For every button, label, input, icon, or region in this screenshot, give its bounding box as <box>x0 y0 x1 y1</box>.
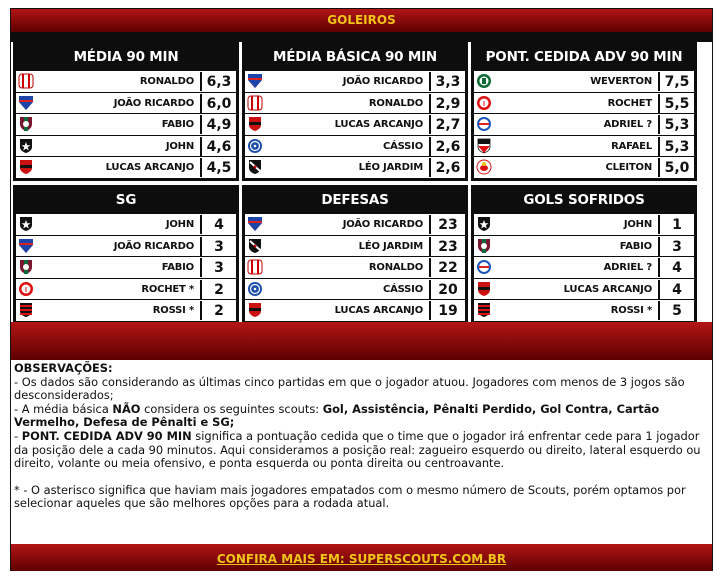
player-value: 4,5 <box>200 158 236 177</box>
bragantino-crest-icon <box>476 159 492 175</box>
panel-title: MÉDIA BÁSICA 90 MIN <box>272 49 437 65</box>
fluminense-crest-icon <box>476 238 492 254</box>
player-row <box>474 256 694 278</box>
cruzeiro-crest-icon <box>247 138 263 154</box>
player-row <box>16 135 236 157</box>
player-name: JOHN <box>165 219 194 230</box>
player-row <box>245 235 465 257</box>
player-value: 23 <box>429 237 465 256</box>
player-name: RAFAEL <box>611 140 652 152</box>
note-asterisk: * - O asterisco significa que haviam mais jogadores empatados com o mesmo número de Scouts, porém optamos por selecionar aqueles que são melhores opções para a rodada atual. <box>14 482 686 511</box>
player-value: 6,0 <box>200 94 236 113</box>
player-row <box>474 135 694 157</box>
fluminense-crest-icon <box>18 259 34 275</box>
player-name: FABIO <box>619 240 652 252</box>
player-value: 3 <box>200 258 236 277</box>
player-name: LUCAS ARCANJO <box>105 162 194 173</box>
player-name: LÉO JARDIM <box>358 240 423 252</box>
player-value: 3,3 <box>429 72 465 91</box>
player-name: ROSSI * <box>152 305 194 316</box>
player-name: RONALDO <box>368 97 423 109</box>
player-value: 5,0 <box>658 158 694 177</box>
player-value: 5 <box>658 301 694 320</box>
player-row <box>16 235 236 257</box>
player-value: 5,3 <box>658 115 694 134</box>
player-name: ADRIEL ? <box>603 262 652 273</box>
note-2: - A média básica NÃO considera os seguintes scouts: Gol, Assistência, Pênalti Perdido, Gol Contra, Cartão Vermelho, Defesa de Pênalti e SG; <box>14 401 660 430</box>
player-row <box>245 135 465 157</box>
fortaleza-crest-icon <box>247 216 263 232</box>
player-value: 20 <box>429 280 465 299</box>
player-value: 2,7 <box>429 115 465 134</box>
panel-title: GOLS SOFRIDOS <box>523 192 645 208</box>
stat-panel <box>13 42 239 181</box>
player-row <box>474 156 694 178</box>
player-row <box>245 156 465 178</box>
player-value: 4 <box>200 215 236 234</box>
bahia-crest-icon <box>476 259 492 275</box>
player-value: 19 <box>429 301 465 320</box>
player-name: JOHN <box>165 140 194 152</box>
player-row <box>474 235 694 257</box>
player-value: 3 <box>200 237 236 256</box>
player-value: 2 <box>200 280 236 299</box>
fluminense-crest-icon <box>18 116 34 132</box>
player-row <box>16 113 236 135</box>
player-value: 2 <box>200 301 236 320</box>
observations <box>14 362 711 511</box>
header-strip <box>11 32 712 42</box>
vasco-crest-icon <box>247 238 263 254</box>
botafogo-crest-icon <box>18 216 34 232</box>
player-name: JOHN <box>623 219 652 230</box>
player-name: ROCHET <box>607 97 652 109</box>
player-value: 1 <box>658 215 694 234</box>
cruzeiro-crest-icon <box>247 281 263 297</box>
fortaleza-crest-icon <box>247 73 263 89</box>
player-value: 6,3 <box>200 72 236 91</box>
player-row <box>245 299 465 321</box>
player-value: 22 <box>429 258 465 277</box>
atletico-go-crest-icon <box>247 95 263 111</box>
scouts-card <box>10 8 713 571</box>
player-value: 5,3 <box>658 137 694 156</box>
player-value: 3 <box>658 237 694 256</box>
divider-band <box>11 322 712 360</box>
stat-panel <box>13 185 239 324</box>
player-name: LÉO JARDIM <box>358 162 423 173</box>
player-name: JOÃO RICARDO <box>113 240 194 252</box>
player-row <box>16 256 236 278</box>
player-value: 7,5 <box>658 72 694 91</box>
svg-text:I: I <box>483 100 485 108</box>
player-row <box>245 213 465 235</box>
stat-panel <box>471 185 697 324</box>
player-row <box>245 70 465 92</box>
player-name: ROSSI * <box>610 305 652 316</box>
player-name: RONALDO <box>368 262 423 273</box>
player-name: LUCAS ARCANJO <box>334 119 423 130</box>
player-name: JOÃO RICARDO <box>113 97 194 109</box>
player-name: WEVERTON <box>590 76 652 87</box>
stat-panel <box>471 42 697 181</box>
player-value: 4 <box>658 280 694 299</box>
player-row <box>474 113 694 135</box>
flamengo-crest-icon <box>476 302 492 318</box>
atletico-go-crest-icon <box>18 73 34 89</box>
player-value: 4,6 <box>200 137 236 156</box>
fortaleza-crest-icon <box>18 95 34 111</box>
player-row <box>16 156 236 178</box>
player-row <box>16 70 236 92</box>
stat-panel <box>242 42 468 181</box>
vitoria-crest-icon <box>476 281 492 297</box>
player-name: CÁSSIO <box>382 140 423 152</box>
section-title: GOLEIROS <box>11 9 712 32</box>
player-value: 5,5 <box>658 94 694 113</box>
player-name: CLEITON <box>605 162 652 173</box>
svg-text:I: I <box>25 286 27 294</box>
sao-paulo-crest-icon <box>476 138 492 154</box>
player-name: FABIO <box>161 262 194 273</box>
player-value: 2,6 <box>429 137 465 156</box>
player-row <box>16 213 236 235</box>
note-3: - PONT. CEDIDA ADV 90 MIN significa a pontuação cedida que o time que o jogador irá enfrentar cede para 1 jogador da posição dele a cada 90 minutos. Aqui consideramos a posição real: zagueiro esquerdo ou direito, lateral esquerdo ou direito, volante ou meia ofensivo, e ponta esquerda ou ponta direita ou centroavante. <box>14 428 701 471</box>
player-row <box>474 92 694 114</box>
vasco-crest-icon <box>247 159 263 175</box>
internacional-crest-icon <box>476 95 492 111</box>
vitoria-crest-icon <box>18 159 34 175</box>
vitoria-crest-icon <box>247 116 263 132</box>
player-name: RONALDO <box>139 76 194 87</box>
player-value: 23 <box>429 215 465 234</box>
player-row <box>474 299 694 321</box>
player-name: FABIO <box>161 119 194 130</box>
panel-title: PONT. CEDIDA ADV 90 MIN <box>485 49 683 65</box>
player-value: 2,9 <box>429 94 465 113</box>
internacional-crest-icon <box>18 281 34 297</box>
player-row <box>245 256 465 278</box>
player-name: CÁSSIO <box>382 283 423 295</box>
stat-panel <box>242 185 468 324</box>
player-name: ADRIEL ? <box>603 119 652 130</box>
player-name: LUCAS ARCANJO <box>334 305 423 316</box>
player-row <box>474 278 694 300</box>
player-name: JOÃO RICARDO <box>342 219 423 230</box>
player-row <box>245 278 465 300</box>
player-name: LUCAS ARCANJO <box>563 283 652 295</box>
atletico-go-crest-icon <box>247 259 263 275</box>
panel-title: DEFESAS <box>321 192 389 208</box>
player-value: 2,6 <box>429 158 465 177</box>
player-value: 4 <box>658 258 694 277</box>
note-1: - Os dados são considerando as últimas cinco partidas em que o jogador atuou. Jogadores com menos de 3 jogos são desconsiderados; <box>14 374 685 403</box>
player-row <box>245 92 465 114</box>
player-row <box>16 92 236 114</box>
player-row <box>245 113 465 135</box>
player-name: ROCHET * <box>141 283 194 295</box>
player-row <box>16 278 236 300</box>
player-row <box>16 299 236 321</box>
flamengo-crest-icon <box>18 302 34 318</box>
player-name: JOÃO RICARDO <box>342 76 423 87</box>
vitoria-crest-icon <box>247 302 263 318</box>
fortaleza-crest-icon <box>18 238 34 254</box>
botafogo-crest-icon <box>476 216 492 232</box>
observations-title: OBSERVAÇÕES: <box>14 361 113 375</box>
panel-title: SG <box>115 192 137 208</box>
panel-title: MÉDIA 90 MIN <box>73 49 179 65</box>
palmeiras-crest-icon <box>476 73 492 89</box>
player-value: 4,9 <box>200 115 236 134</box>
superscouts-link[interactable]: CONFIRA MAIS EM: SUPERSCOUTS.COM.BR <box>216 552 507 566</box>
footer-band <box>11 544 712 571</box>
botafogo-crest-icon <box>18 138 34 154</box>
bahia-crest-icon <box>476 116 492 132</box>
player-row <box>474 70 694 92</box>
player-row <box>474 213 694 235</box>
